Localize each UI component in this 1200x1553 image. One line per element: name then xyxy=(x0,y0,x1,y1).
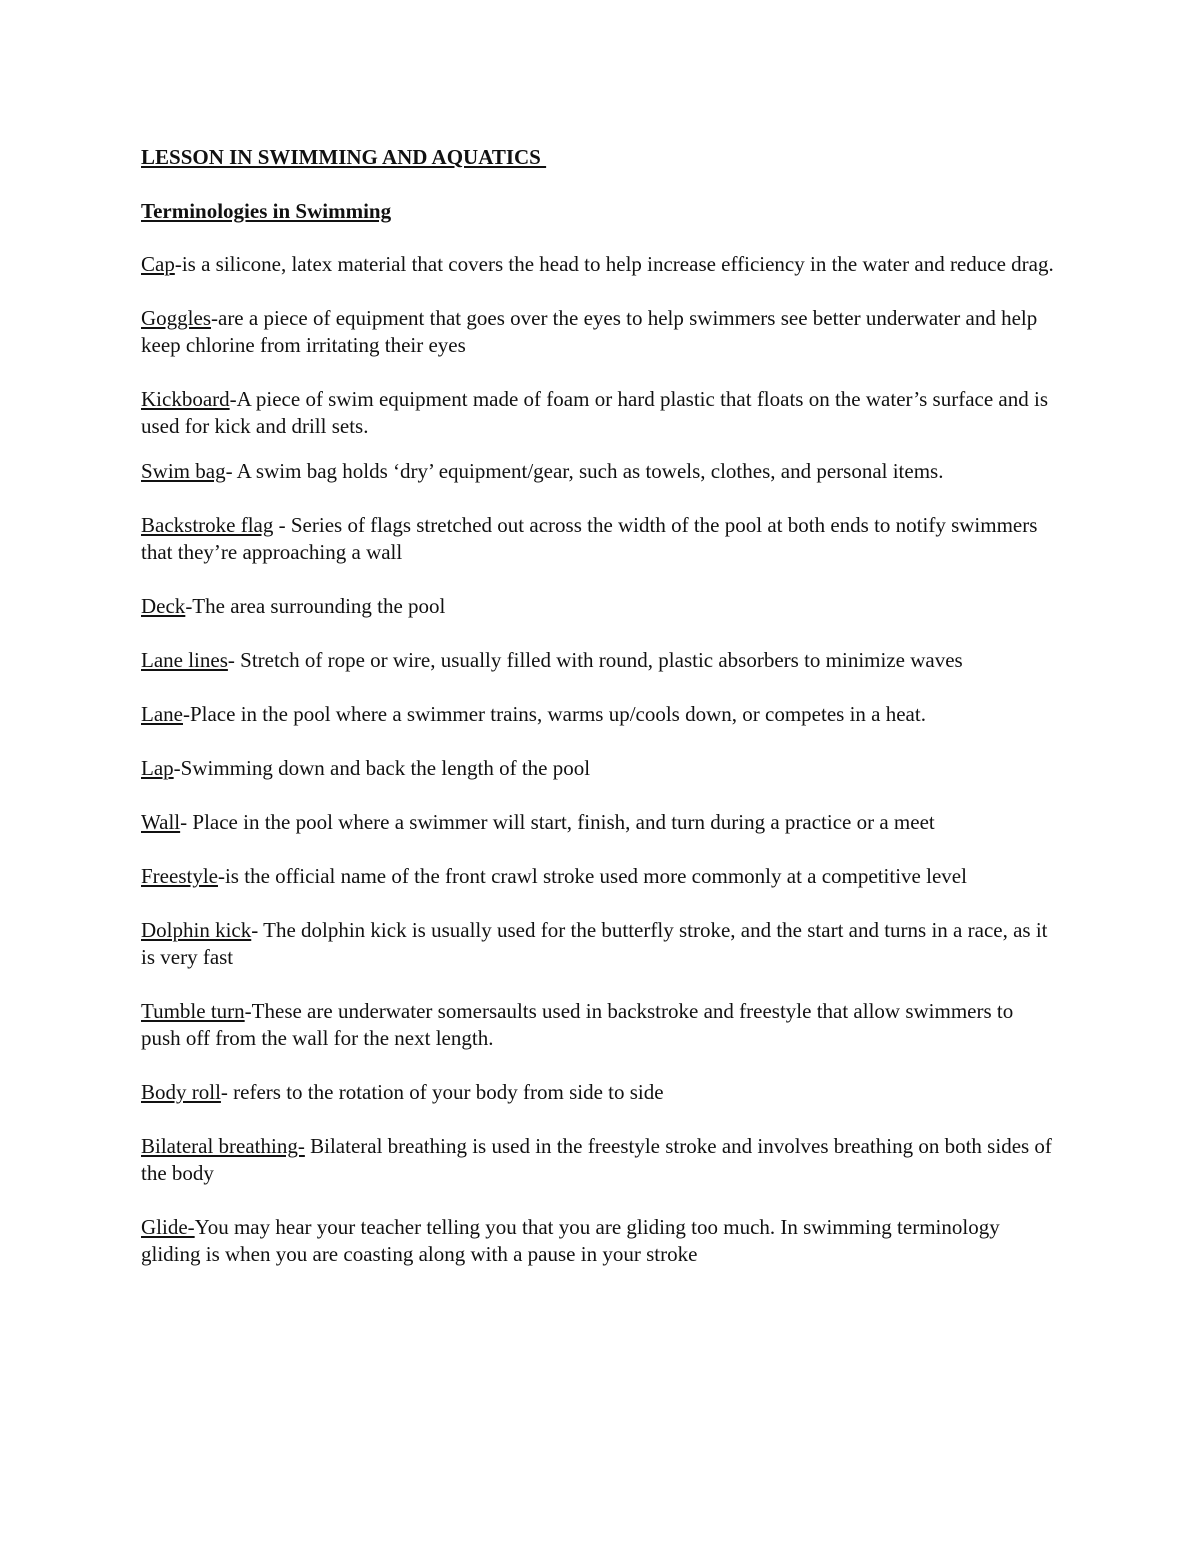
term-entry-tumble-turn xyxy=(141,998,1056,1052)
term-definition: - A swim bag holds ‘dry’ equipment/gear, such as towels, clothes, and personal items. xyxy=(225,459,944,483)
term-definition: - Series of flags stretched out across the width of the pool at both ends to notify swimmers that they’re approaching a wall xyxy=(141,513,1038,564)
term-name: Kickboard xyxy=(141,387,230,411)
term-entry-kickboard xyxy=(141,386,1056,440)
term-definition: - The dolphin kick is usually used for the butterfly stroke, and the start and turns in a race, as it is very fast xyxy=(141,918,1048,969)
term-entry-backstroke-flag xyxy=(141,512,1056,566)
term-definition: -These are underwater somersaults used in backstroke and freestyle that allow swimmers to push off from the wall for the next length. xyxy=(141,999,1014,1050)
term-name: Lane lines xyxy=(141,648,228,672)
term-name: Lane xyxy=(141,702,183,726)
term-definition: -Place in the pool where a swimmer trains, warms up/cools down, or competes in a heat. xyxy=(182,702,926,726)
term-definition: - refers to the rotation of your body from side to side xyxy=(220,1080,664,1104)
term-definition: -A piece of swim equipment made of foam or hard plastic that floats on the water’s surface and is used for kick and drill sets. xyxy=(141,387,1048,438)
term-entry-glide xyxy=(141,1214,1056,1268)
document-title: LESSON IN SWIMMING AND AQUATICS xyxy=(141,145,547,169)
term-name: Goggles xyxy=(141,306,211,330)
term-definition: - Place in the pool where a swimmer will start, finish, and turn during a practice or a meet xyxy=(180,810,935,834)
term-entry-cap xyxy=(141,251,1056,278)
term-definition: -are a piece of equipment that goes over the eyes to help swimmers see better underwater and help keep chlorine from irritating their eyes xyxy=(141,306,1038,357)
term-entry-swim-bag xyxy=(141,458,1056,485)
term-name: Swim bag xyxy=(141,459,226,483)
terminology-list xyxy=(141,251,1056,1295)
term-name: Bilateral breathing- xyxy=(141,1134,305,1158)
term-name: Lap xyxy=(141,756,174,780)
term-definition: - Stretch of rope or wire, usually filled with round, plastic absorbers to minimize waves xyxy=(227,648,963,672)
term-name: Glide- xyxy=(141,1215,195,1239)
term-definition: You may hear your teacher telling you that you are gliding too much. In swimming terminology gliding is when you are coasting along with a pause in your stroke xyxy=(141,1215,1000,1266)
term-name: Deck xyxy=(141,594,186,618)
term-definition: Bilateral breathing is used in the freestyle stroke and involves breathing on both sides of the body xyxy=(141,1134,1052,1185)
term-entry-goggles xyxy=(141,305,1056,359)
term-entry-freestyle xyxy=(141,863,1056,890)
term-entry-dolphin-kick xyxy=(141,917,1056,971)
term-definition: -is a silicone, latex material that covers the head to help increase efficiency in the water and reduce drag. xyxy=(174,252,1054,276)
term-definition: -Swimming down and back the length of the pool xyxy=(173,756,591,780)
term-name: Cap xyxy=(141,252,175,276)
term-name: Wall xyxy=(141,810,181,834)
term-entry-lap xyxy=(141,755,1056,782)
term-name: Backstroke flag xyxy=(141,513,274,537)
term-entry-bilateral-breathing xyxy=(141,1133,1056,1187)
term-entry-deck xyxy=(141,593,1056,620)
section-heading: Terminologies in Swimming xyxy=(141,199,392,223)
term-definition: -The area surrounding the pool xyxy=(185,594,446,618)
term-name: Dolphin kick xyxy=(141,918,252,942)
term-entry-body-roll xyxy=(141,1079,1056,1106)
term-name: Body roll xyxy=(141,1080,221,1104)
term-entry-lane-lines xyxy=(141,647,1056,674)
term-definition: -is the official name of the front crawl stroke used more commonly at a competitive level xyxy=(217,864,967,888)
term-entry-wall xyxy=(141,809,1056,836)
term-entry-lane xyxy=(141,701,1056,728)
term-name: Freestyle xyxy=(141,864,218,888)
term-name: Tumble turn xyxy=(141,999,245,1023)
